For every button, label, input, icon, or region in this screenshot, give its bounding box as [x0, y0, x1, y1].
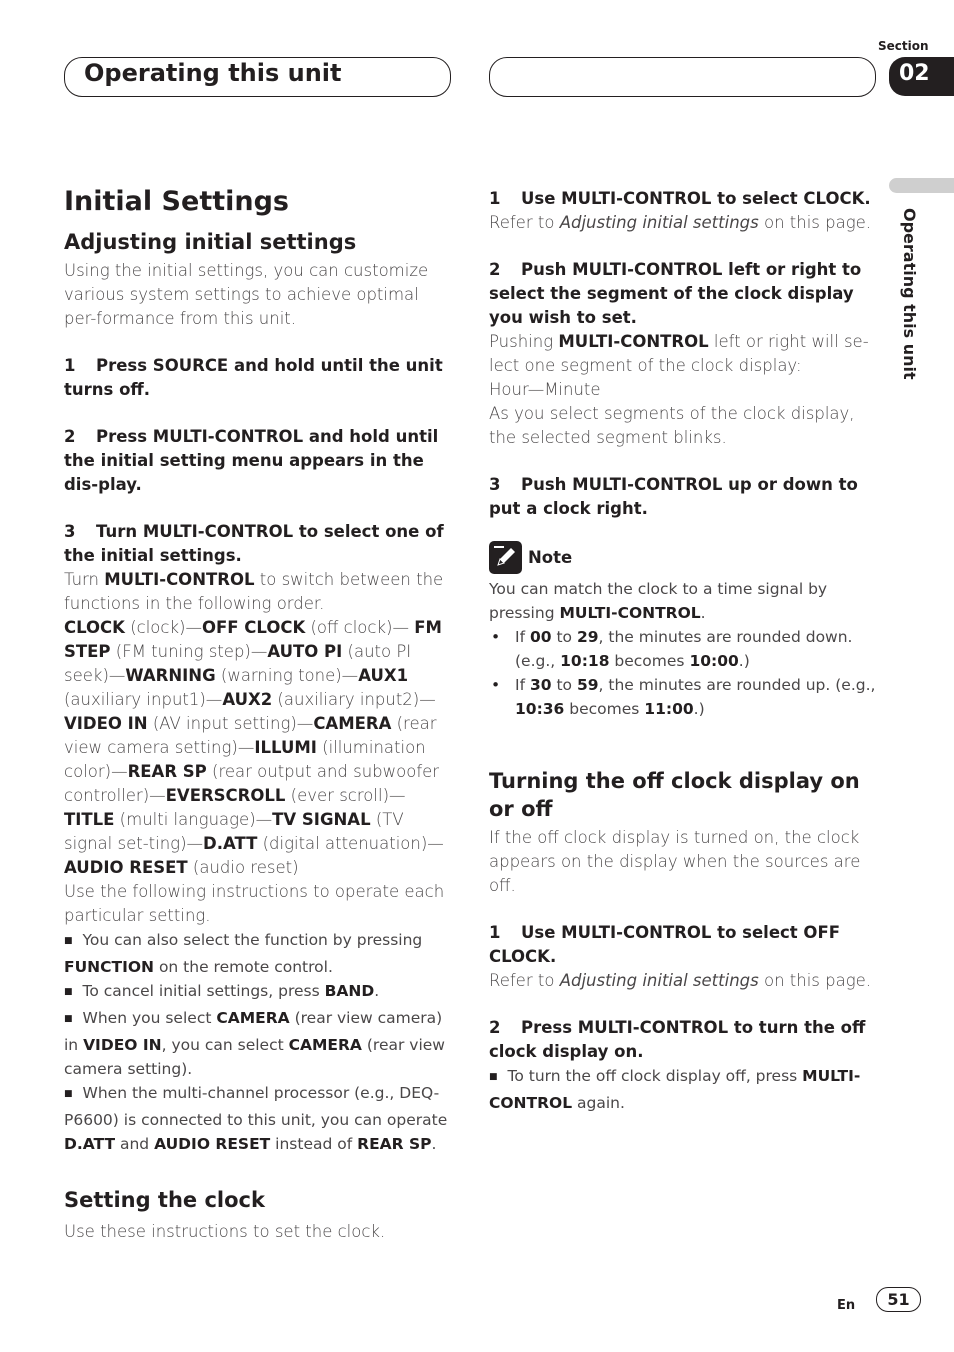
off-clock-refer: Refer to Adjusting initial settings on this page. [489, 971, 872, 990]
order-item-desc: (illumination color)— [64, 738, 426, 781]
note-header [489, 541, 879, 574]
order-item-key: TV SIGNAL [272, 810, 371, 829]
order-item-key: AUDIO RESET [64, 858, 188, 877]
order-item-key: D.ATT [203, 834, 258, 853]
order-item-key: WARNING [125, 666, 216, 685]
intro-paragraph: Using the initial settings, you can customize various system settings to achieve optimal per-formance from this unit. [64, 261, 429, 328]
clock-intro: Use these instructions to set the clock. [64, 1222, 386, 1241]
header-blank-frame [489, 57, 876, 97]
order-item-key: AUTO PI [267, 642, 343, 661]
off-clock-step-1: 1 Use MULTI-CONTROL to select OFF CLOCK. [489, 923, 840, 966]
clock-step-1: 1 Use MULTI-CONTROL to select CLOCK. [489, 189, 871, 208]
clock-refer: Refer to Adjusting initial settings on this page. [489, 213, 872, 232]
footer-language: En [837, 1298, 856, 1313]
order-item-key: TITLE [64, 810, 115, 829]
section-label: Section [878, 39, 929, 53]
bullet-camera: ■ When you select CAMERA (rear view camera) in VIDEO IN, you can select CAMERA (rear view camera setting). [64, 1006, 454, 1081]
left-column [64, 184, 454, 1156]
side-tab-marker [889, 178, 954, 193]
order-item-desc: (rear view camera setting)— [64, 714, 437, 757]
order-item-desc: (multi language)— [114, 810, 273, 829]
clock-step-3: 3 Push MULTI-CONTROL up or down to put a clock right. [489, 475, 858, 518]
off-clock-bullet: ■ To turn the off clock display off, press MULTI-CONTROL again. [489, 1064, 879, 1115]
section-number: 02 [889, 57, 954, 96]
hour-minute: Hour—Minute [489, 380, 601, 399]
order-item-desc: (off clock)— [305, 618, 415, 637]
order-item-desc: (FM tuning step)— [110, 642, 268, 661]
off-clock-step-2: 2 Press MULTI-CONTROL to turn the off clock display on. [489, 1018, 866, 1061]
order-item-desc: (auxiliary input1)— [64, 690, 223, 709]
order-item-desc: (digital attenuation)— [257, 834, 444, 853]
note-label: Note [528, 548, 573, 567]
order-item-key: CLOCK [64, 618, 125, 637]
bullet-function: ■ You can also select the function by pressing FUNCTION on the remote control. [64, 928, 454, 979]
header-title: Operating this unit [84, 59, 342, 87]
note-text: You can match the clock to a time signal by pressing MULTI-CONTROL. [489, 580, 828, 622]
order-item-desc: (ever scroll)— [285, 786, 406, 805]
segments-blink: As you select segments of the clock display, the selected segment blinks. [489, 404, 855, 447]
subheading-off-clock: Turning the off clock display on or off [489, 769, 860, 821]
turn-instruction: Turn MULTI-CONTROL to switch between the functions in the following order. [64, 570, 444, 613]
order-item-desc: (audio reset) [187, 858, 299, 877]
step-1: 1 Press SOURCE and hold until the unit turns off. [64, 356, 443, 399]
bullet-processor: ■ When the multi-channel processor (e.g., DEQ-P6600) is connected to this unit, you can operate D.ATT and AUDIO RESET instead of REAR SP. [64, 1081, 454, 1156]
clock-push: Pushing MULTI-CONTROL left or right will se-lect one segment of the clock display: [489, 332, 869, 375]
use-following: Use the following instructions to operate each particular setting. [64, 882, 445, 925]
order-item-key: VIDEO IN [64, 714, 148, 733]
note-bullet-rounded-down: • If 00 to 29, the minutes are rounded down. (e.g., 10:18 becomes 10:00.) [489, 625, 879, 673]
clock-step-2: 2 Push MULTI-CONTROL left or right to select the segment of the clock display you wish to set. [489, 260, 862, 327]
note-pencil-icon [489, 541, 522, 574]
order-item-desc: (AV input setting)— [147, 714, 314, 733]
order-item-key: FM STEP [64, 618, 442, 661]
order-item-key: AUX1 [358, 666, 409, 685]
subheading-adjusting: Adjusting initial settings [64, 230, 357, 254]
bullet-cancel: ■ To cancel initial settings, press BAND. [64, 979, 454, 1006]
order-item-desc: (clock)— [124, 618, 202, 637]
note-bullet-rounded-up: • If 30 to 59, the minutes are rounded up. (e.g., 10:36 becomes 11:00.) [489, 673, 879, 721]
side-tab-text: Operating this unit [900, 208, 919, 380]
step-2: 2 Press MULTI-CONTROL and hold until the initial setting menu appears in the dis-play. [64, 427, 439, 494]
off-clock-intro: If the off clock display is turned on, the clock appears on the display when the sources are off. [489, 828, 861, 895]
clock-section [64, 1186, 459, 1244]
order-item-key: AUX2 [222, 690, 273, 709]
order-item-desc: (rear output and subwoofer controller)— [64, 762, 440, 805]
order-item-desc: (auto PI seek)— [64, 642, 412, 685]
page-heading: Initial Settings [64, 186, 290, 217]
order-item-desc: (TV signal set-ting)— [64, 810, 404, 853]
page-number: 51 [876, 1287, 921, 1312]
order-item-desc: (auxiliary input2)— [272, 690, 436, 709]
step-3: 3 Turn MULTI-CONTROL to select one of the initial settings. [64, 522, 444, 565]
settings-order-list [64, 616, 454, 880]
order-item-key: EVERSCROLL [165, 786, 286, 805]
right-column [489, 187, 879, 1115]
subheading-clock: Setting the clock [64, 1188, 265, 1212]
order-item-key: CAMERA [313, 714, 392, 733]
order-item-key: OFF CLOCK [201, 618, 306, 637]
order-item-key: ILLUMI [254, 738, 317, 757]
order-item-key: REAR SP [127, 762, 207, 781]
order-item-desc: (warning tone)— [215, 666, 359, 685]
